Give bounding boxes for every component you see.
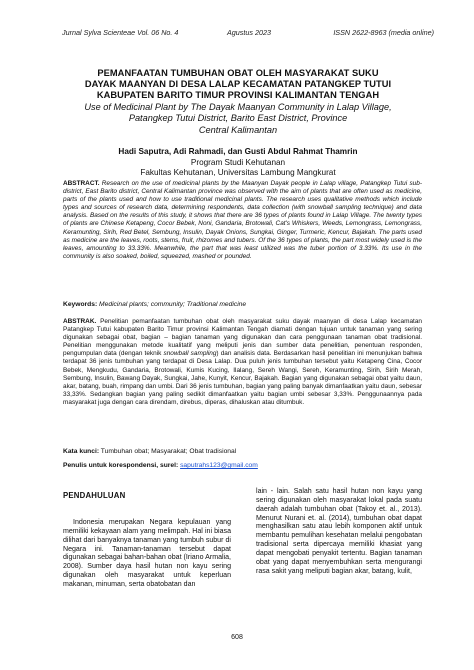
affiliation-program: Program Studi Kehutanan [190,158,286,167]
affiliation-faculty: Fakultas Kehutanan, Universitas Lambung Mangkurat [140,168,336,178]
keywords-label: Keywords: [63,301,98,308]
keywords-text: Medicinal plants; community; Traditional medicine [97,301,247,308]
author-list: Hadi Saputra, Adi Rahmadi, dan Gusti Abdul Rahmat Thamrin [118,147,358,156]
abstract-english [63,180,422,261]
abstrak-text: Penelitian pemanfaatan tumbuhan obat oleh masyarakat suku dayak maanyan di desa Lalap kecamatan Patangkep Tutui kabupaten Barito Timur provinsi Kalimantan Tengah diamati dengan tujuan untuk tanaman yang sering digunakan sebagai obat, bagian – bagian tanaman yang digunakan dan cara penggunaan tanaman obat tradisional. Penelitian menggunakan metode kualitatif yang meliputi jenis dan sumber data penelitian, penentuan responden, pengumpulan data (dengan teknik [63,318,422,358]
title-line: PEMANFAATAN TUMBUHAN OBAT OLEH MASYARAKAT SUKU [97,68,379,78]
abstrak-text-cont: ) dan analisis data. Berdasarkan hasil penelitian ini menunjukan bahwa terdapat 36 jenis tumbuhan yang terdapat di Desa Lalap. Dua puluh jenis tumbuhan tersebut yaitu Ketapeng Cina, Cocor Bebek, Mengkudu, Gandaria, Brotowali, Kumis Kucing, Ilalang, Sereh Wangi, Sereh, Keramunting, Sirih, Sirih Merah, Sembung, Insulin, Bawang Dayak, Sungkai, Jahe, Kunyit, Kencur, Bajakah. Bagian yang digunakan sebagai obat yaitu daun, akar, batang, buah, rimpang dan umbi. Dari 36 jenis tumbuhan, bagian yang paling banyak dimanfaatkan yaitu daun, sebesar 33,33%. Sedangkan bagian yang paling sedikit dimanfaatkan yaitu bagian umbi sebesar 3,33%. Penggunaannya pada masyarakat juga dengan cara direndam, direbus, diperas, dihaluskan atau ditumbuk. [63,350,422,406]
keywords-english [63,301,422,309]
correspondence-email-link[interactable]: saputrahs123@gmail.com [180,462,258,469]
journal-name: Jurnal Sylva Scienteae Vol. 06 No. 4 [62,28,179,37]
section-heading: PENDAHULUAN [63,491,126,500]
keywords-indonesian [63,448,422,456]
abstrak-italic-term: snowball sampling [163,350,217,358]
running-header [62,28,434,40]
paper-title-english [58,102,418,136]
abstract-indonesian [63,318,422,407]
kata-kunci-text: Tumbuhan obat; Masyarakat; Obat tradisional [99,448,237,455]
body-paragraph: Indonesia merupakan Negara kepulauan yang memiliki kekayaan alam yang melimpah. Hal ini biasa dilihat dari banyaknya tanaman yang tumbuh subur di Negara ini. Tanaman-tanaman tersebut dapat digunakan sebagai bahan-bahan obat (Iriano Armalia, 2008). Sumber daya hasil hutan non kayu sering digunakan oleh masyarakat untuk keperluan makanan, minuman, serta obatobatan dan [63,519,231,588]
paper-title [50,68,426,102]
affiliation [50,158,426,179]
title-line: KABUPATEN BARITO TIMUR PROVINSI KALIMANTAN TENGAH [96,90,380,101]
body-column-left [63,519,231,590]
abstrak-label: ABSTRAK. [63,318,97,325]
abstract-label: ABSTRACT. [63,180,100,187]
kata-kunci-label: Kata kunci: [63,448,100,455]
body-column-right [256,488,422,576]
correspondence [63,462,422,470]
title-line: DAYAK MAANYAN DI DESA LALAP KECAMATAN PATANGKEP TUTUI [84,79,392,90]
issue-date: Agustus 2023 [227,28,271,37]
body-paragraph: lain - lain. Salah satu hasil hutan non kayu yang sering digunakan oleh masyarakat lokal pada suatu daerah adalah tumbuhan obat (Takoy et. al., 2013). Menurut Nurani et. al. (2014), tumbuhan obat dapat menghasilkan satu atau lebih komponen aktif untuk membantu pemulihan kesehatan melalui pengobatan tradisional serta dipercaya memiliki khasiat yang dapat mengobati penyakit tertentu. Bagian tanaman obat yang dapat menyembuhkan serta mengurangi rasa sakit yang meliputi bagian akar, batang, kulit, [256,488,422,575]
title-en-line: Patangkep Tutui District, Barito East District, Province [128,113,348,124]
title-en-line: Use of Medicinal Plant by The Dayak Maanyan Community in Lalap Village, [84,102,392,112]
issn: ISSN 2622-8963 (media online) [333,28,434,37]
correspondence-label: Penulis untuk korespondensi, surel: [63,462,179,469]
title-en-line: Central Kalimantan [198,124,278,135]
page-number: 608 [231,634,243,641]
abstract-text: Research on the use of medicinal plants by the Maanyan Dayak people in Lalap village, Patangkep Tutui sub-district, East Barito district, Central Kalimantan province was observed with the aim of plants that are often used as medicine, parts of the plants used and how to use traditional medicinal plants. The research uses qualitative methods which include types and sources of research data, determining respondents, data collection (with snowball sampling technique) and data analysis. Based on the results of this study, it shows that there are 36 types of plants found in Lalap Village. The twenty types of plants are Chinese Ketapeng, Cocor Bebek, Noni, Gandaria, Brotowali, Cat's Whiskers, Weeds, Lemongrass, Lemongrass, Keramunting, Sirih, Red Betel, Sembung, Insulin, Dayak Onions, Sungkai, Ginger, Turmeric, Kencur, Bajakah. The parts used as medicine are the leaves, roots, stems, fruit, rhizomes and tubers. Of the 36 types of plants, the part most widely used is the leaves, amounting to 33.33%. Meanwhile, the part that was least utilized was the tuber portion of 3.33%. Its use in the community is also soaked, boiled, squeezed, mashed or pounded. [63,180,422,260]
